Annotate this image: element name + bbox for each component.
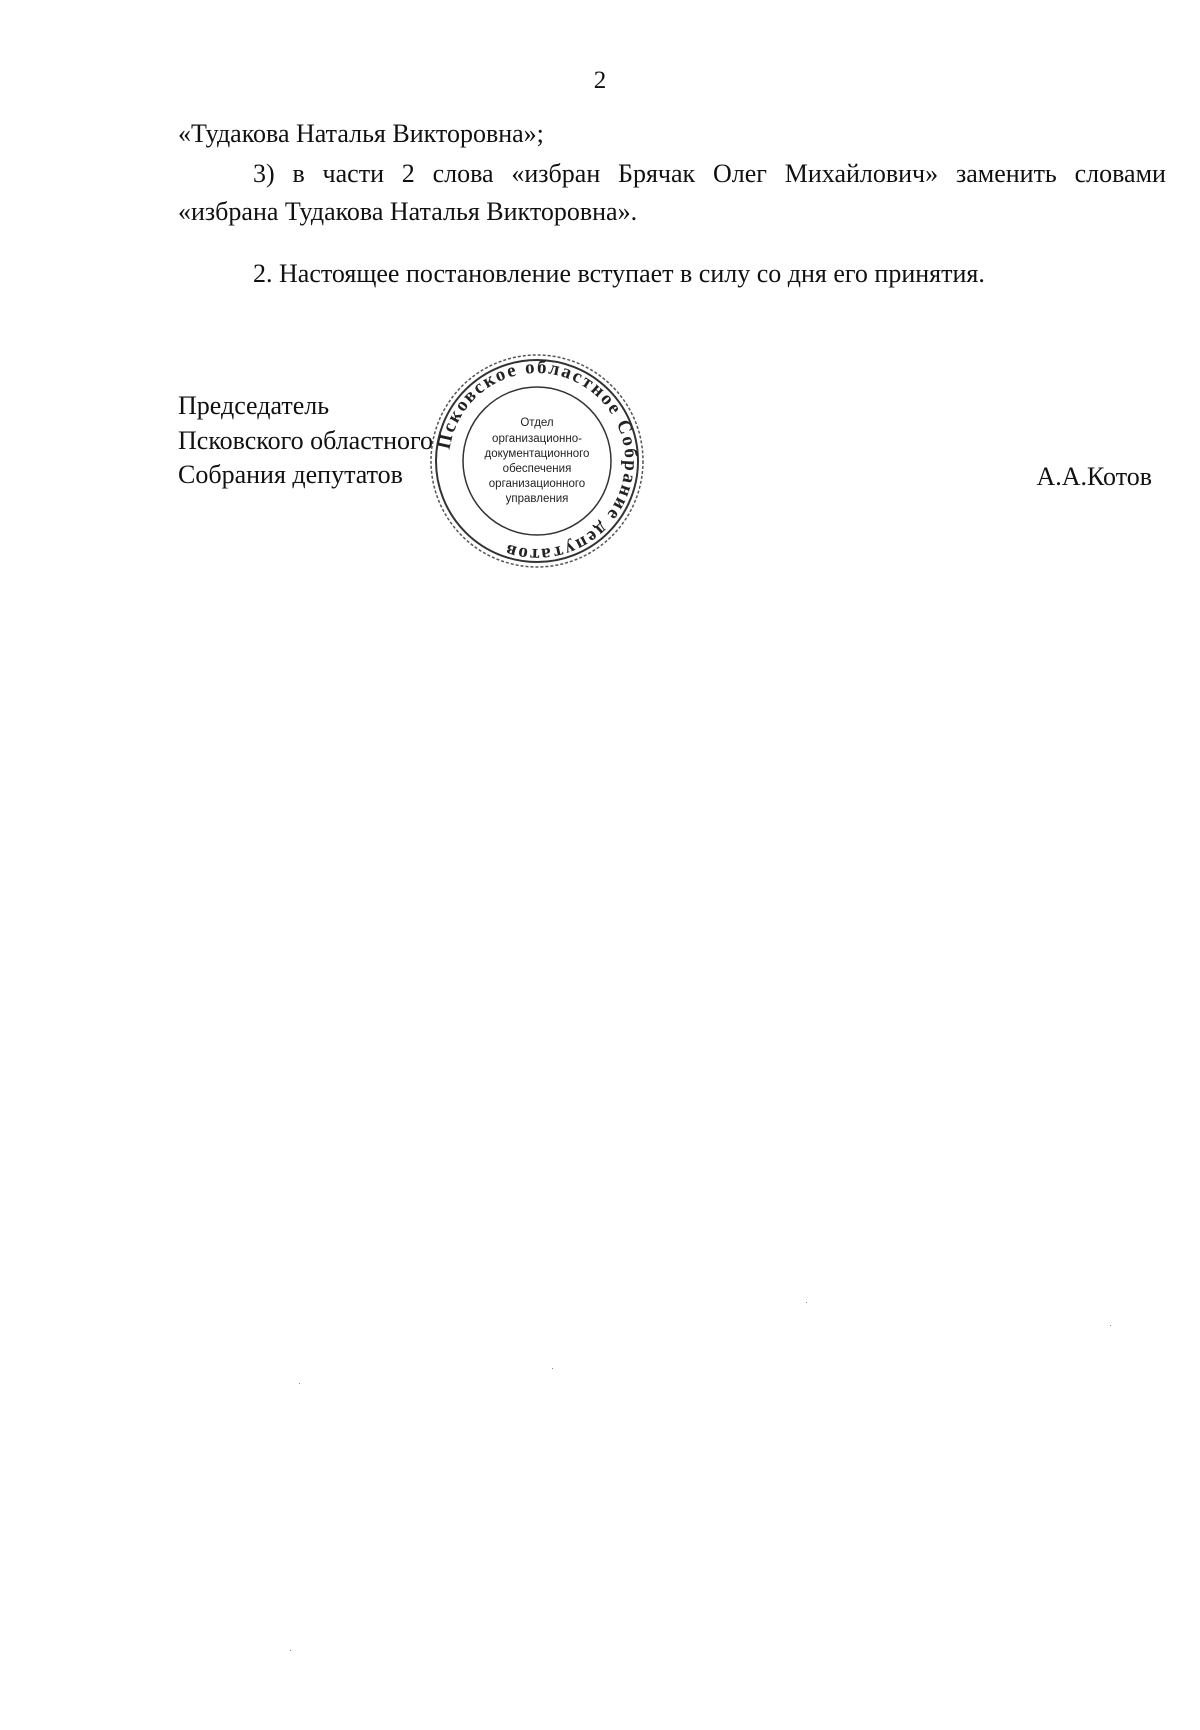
official-seal — [426, 350, 648, 572]
word: в — [292, 159, 305, 188]
scan-speck — [290, 1650, 291, 1651]
paragraph-line-1: «Тудакова Наталья Викторовна»; — [178, 119, 544, 148]
paragraph-item-2: 2. Настоящее постановление вступает в силу со дня его принятия. — [253, 259, 985, 288]
svg-text:обеспечения: обеспечения — [502, 463, 572, 475]
word: словами — [1074, 159, 1166, 188]
word: Брячак — [618, 159, 696, 188]
word: 3) — [253, 159, 275, 188]
scan-speck — [1110, 1325, 1111, 1326]
paragraph-item-3-line-1 — [253, 158, 1166, 190]
scan-speck — [552, 1368, 553, 1369]
signature-title-line-2: Псковского областного — [178, 426, 434, 455]
svg-text:организационно-: организационно- — [492, 433, 582, 445]
word: части — [322, 159, 384, 188]
svg-text:Отдел: Отдел — [520, 417, 554, 429]
seal-graphic — [426, 350, 648, 572]
word: заменить — [955, 159, 1057, 188]
svg-text:Псковское областное Собрание д — [434, 357, 642, 565]
signature-name: А.А.Котов — [1036, 462, 1152, 491]
svg-text:организационного: организационного — [488, 478, 586, 490]
page-number: 2 — [593, 67, 607, 94]
svg-text:управления: управления — [505, 493, 569, 505]
scan-speck — [299, 1383, 300, 1384]
paragraph-item-3-line-2: «избрана Тудакова Наталья Викторовна». — [178, 197, 638, 226]
word: 2 — [401, 159, 415, 188]
signature-title-line-3: Собрания депутатов — [178, 460, 403, 489]
scan-speck — [806, 1302, 807, 1303]
word: Михайлович» — [784, 159, 939, 188]
word: «избран — [511, 159, 601, 188]
signature-title-line-1: Председатель — [178, 391, 330, 420]
word: Олег — [712, 159, 767, 188]
seal-inner-text — [485, 417, 590, 505]
svg-text:документационного: документационного — [484, 448, 590, 460]
word: слова — [432, 159, 494, 188]
seal-outer-text: Псковское областное Собрание депутатов — [433, 356, 642, 566]
